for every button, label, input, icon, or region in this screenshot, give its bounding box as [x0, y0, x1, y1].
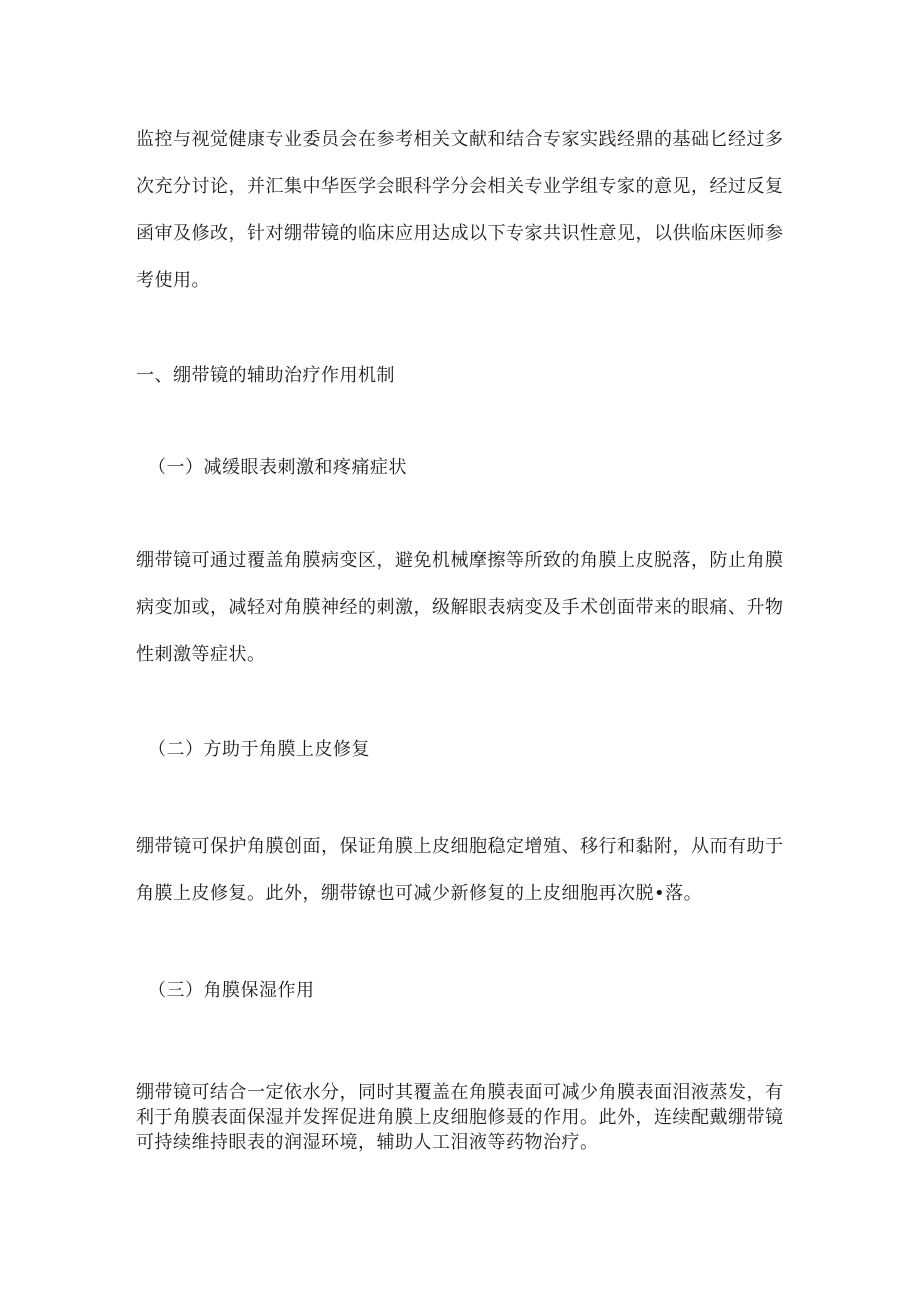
subsection-heading-1: （一）减缓眼表刺激和疼痛症状 [148, 457, 407, 478]
subsection-heading-3: （三）角膜保湿作用 [148, 980, 315, 1001]
subsection-body-1: 绷带镜可通过覆盖角膜病变区，避免机械摩擦等所致的角膜上皮脱落，防止角膜病变加或，减轻对角膜神经的刺激，级解眼表病变及手术创面带来的眼痛、升物性刺激等症状。 [136, 550, 784, 665]
subsection-heading-2: （二）方助于角膜上皮修复 [148, 739, 370, 760]
section-heading: 一、绷带镜的辅助治疗作用机制 [136, 365, 395, 386]
subsection-body-3: 绷带镜可结合一定依水分，同时其覆盖在角膜表面可减少角膜表面泪液蒸发，有利于角膜表面保湿并发挥促进角膜上皮细胞修聂的作用。此外，连续配戴绷带镜可持续维持眼表的润湿环境，辅助人工泪液等药物治疗。 [136, 1082, 784, 1153]
intro-paragraph: 监控与视觉健康专业委员会在参考相关文献和结合专家实践经鼎的基础匕经过多次充分讨论，并汇集中华医学会眼科学分会相关专业学组专家的意见，经过反复函审及修改，针对绷带镜的临床应用达成以下专家共识性意见，以供临床医师参考使用。 [136, 129, 784, 291]
subsection-body-2: 绷带镜可保护角膜创面，保证角膜上皮细胞稳定增殖、移行和黏附，从而有助于角膜上皮修复。此外，绷带镣也可减少新修复的上皮细胞再次脱•落。 [136, 836, 784, 904]
